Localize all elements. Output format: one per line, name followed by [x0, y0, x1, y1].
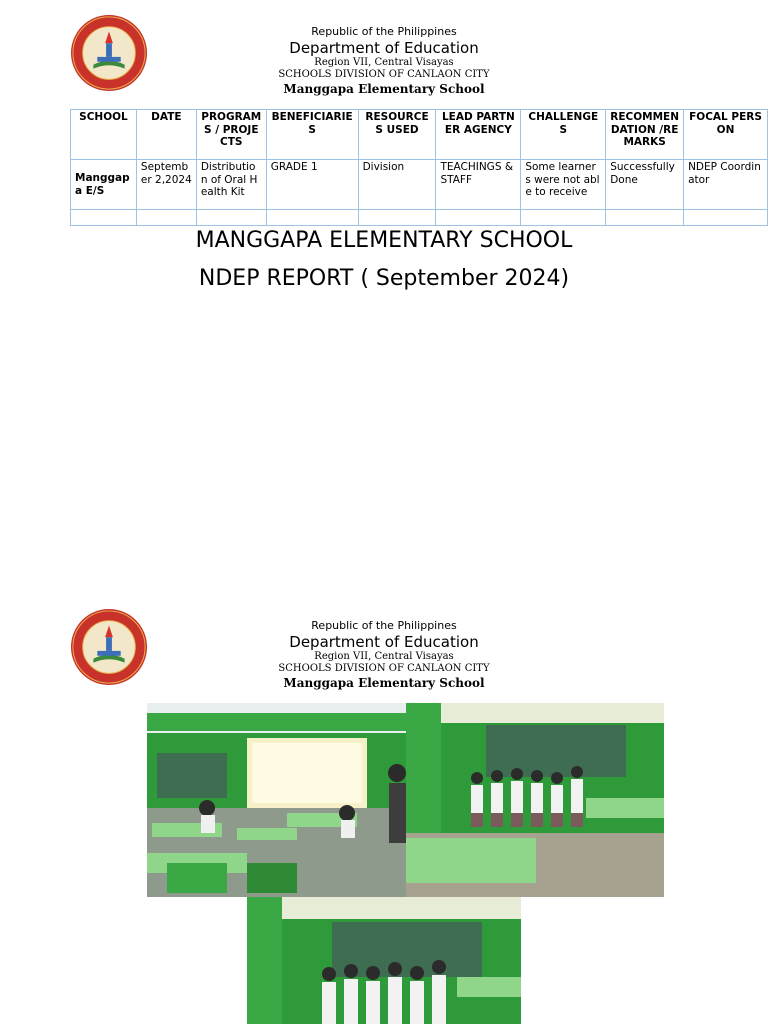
letterhead-republic: Republic of the Philippines [311, 25, 457, 38]
cell-beneficiaries: GRADE 1 [266, 160, 358, 210]
header-lead-agency: LEAD PARTNER AGENCY [436, 110, 521, 160]
report-title-school: MANGGAPA ELEMENTARY SCHOOL [195, 228, 573, 253]
cell-resources: Division [358, 160, 436, 210]
letterhead-region: Region VII, Central Visayas [314, 651, 454, 662]
letterhead-division: SCHOOLS DIVISION OF CANLAON CITY [278, 663, 490, 674]
classroom-photo-1 [147, 703, 406, 897]
cell-date: September 2,2024 [136, 160, 196, 210]
header-focal-person: FOCAL PERSON [684, 110, 768, 160]
letterhead-division: SCHOOLS DIVISION OF CANLAON CITY [278, 69, 490, 80]
cell-focal-person: NDEP Coordinator [684, 160, 768, 210]
letterhead-school: Manggapa Elementary School [283, 82, 485, 96]
header-programs: PROGRAMS / PROJECTS [196, 110, 266, 160]
cell-school: Manggapa E/S [71, 160, 137, 210]
letterhead-school: Manggapa Elementary School [283, 676, 485, 690]
letterhead-page2 [0, 619, 768, 691]
table-row [71, 160, 768, 210]
report-title [0, 222, 768, 298]
letterhead-department: Department of Education [289, 633, 479, 651]
ndep-report-table [70, 109, 768, 226]
cell-lead-agency: TEACHINGS & STAFF [436, 160, 521, 210]
report-title-period: NDEP REPORT ( September 2024) [198, 266, 570, 291]
table-header-row [71, 110, 768, 160]
classroom-photo-3 [247, 897, 521, 1024]
header-date: DATE [136, 110, 196, 160]
header-resources: RESOURCES USED [358, 110, 436, 160]
header-school: SCHOOL [71, 110, 137, 160]
header-recommendation: RECOMMENDATION /REMARKS [606, 110, 684, 160]
letterhead-department: Department of Education [289, 39, 479, 57]
cell-remarks: Successfully Done [606, 160, 684, 210]
header-challenges: CHALLENGES [521, 110, 606, 160]
classroom-photo-2 [406, 703, 664, 897]
letterhead-region: Region VII, Central Visayas [314, 57, 454, 68]
letterhead-republic: Republic of the Philippines [311, 619, 457, 632]
cell-challenges: Some learners were not able to receive [521, 160, 606, 210]
cell-program: Distribution of Oral Health Kit [196, 160, 266, 210]
letterhead [0, 25, 768, 97]
header-beneficiaries: BENEFICIARIES [266, 110, 358, 160]
